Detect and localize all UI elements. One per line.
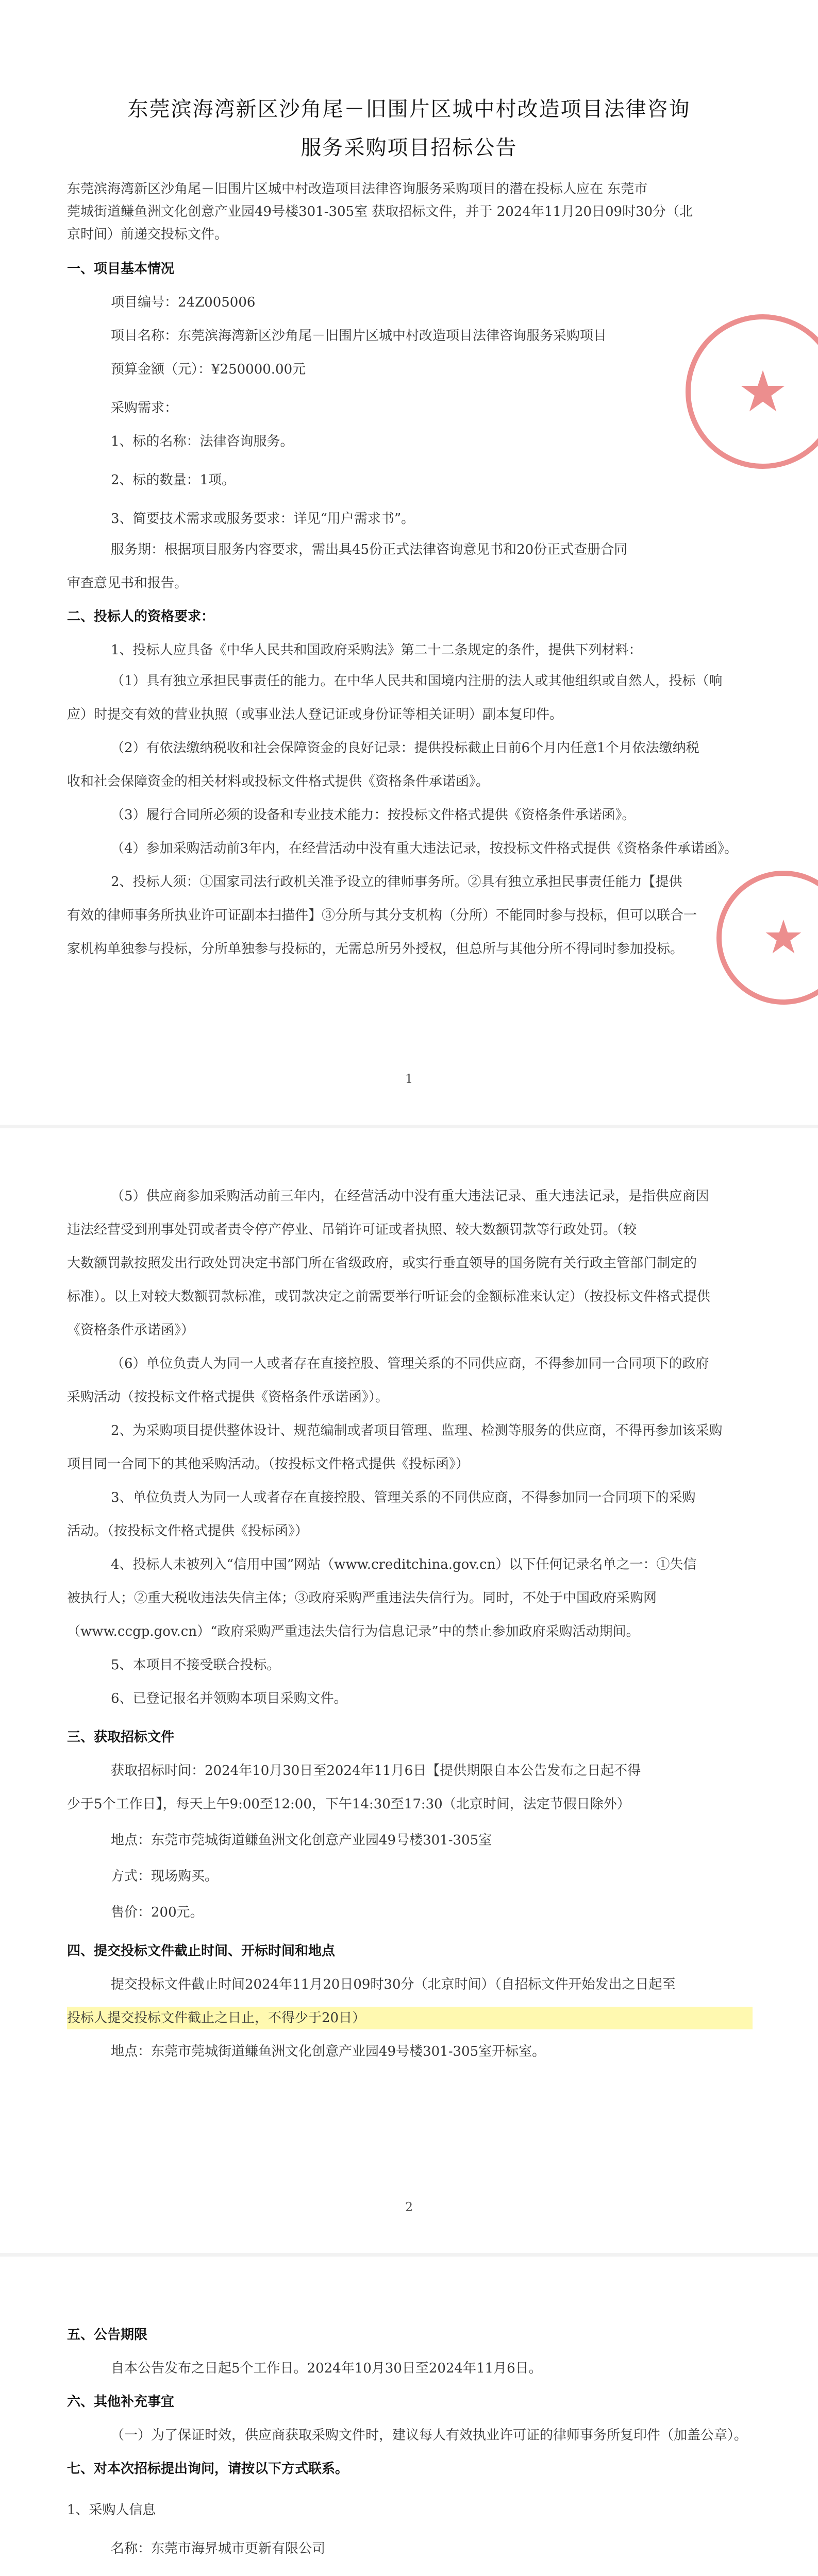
deadline: 提交投标文件截止时间2024年11月20日09时30分（北京时间）（自招标文件开始发出之日起至 <box>111 1977 676 1992</box>
doc-title-line1: 东莞滨海湾新区沙角尾－旧围片区城中村改造项目法律咨询 <box>127 97 691 121</box>
qual-line: （4）参加采购活动前3年内，在经营活动中没有重大违法记录，按投标文件格式提供《资格条件承诺函》。 <box>111 841 738 856</box>
other-matters: （一）为了保证时效，供应商获取采购文件时，建议每人有效执业许可证的律师事务所复印件（加盖公章）。 <box>111 2428 748 2443</box>
section-heading: 六、其他补充事宜 <box>67 2394 175 2410</box>
qual-line: 采购活动（按投标文件格式提供《资格条件承诺函》）。 <box>67 1389 389 1405</box>
intro-line: 东莞滨海湾新区沙角尾－旧围片区城中村改造项目法律咨询服务采购项目的潜在投标人应在 东莞市 <box>67 181 648 197</box>
qual-line: （6）单位负责人为同一人或者存在直接控股、管理关系的不同供应商，不得参加同一合同项下的政府 <box>111 1356 709 1371</box>
company-seal: ★ <box>686 314 818 469</box>
section-heading: 二、投标人的资格要求： <box>67 609 215 624</box>
requirements-label: 采购需求： <box>111 400 178 416</box>
req-item: 1、标的名称：法律咨询服务。 <box>111 434 294 449</box>
section-heading: 三、获取招标文件 <box>67 1730 175 1745</box>
deadline-note: 投标人提交投标文件截止之日止，不得少于20日） <box>67 2007 753 2029</box>
qual-line: （www.ccgp.gov.cn）“政府采购严重违法失信行为信息记录”中的禁止参加政府采购活动期间。 <box>67 1624 640 1639</box>
req-item: 审查意见书和报告。 <box>67 575 188 591</box>
qual-line: 被执行人；②重大税收违法失信主体；③政府采购严重违法失信行为。同时，不处于中国政府采购网 <box>67 1590 657 1606</box>
project-name: 项目名称：东莞滨海湾新区沙角尾－旧围片区城中村改造项目法律咨询服务采购项目 <box>111 328 607 344</box>
company-seal: ★ <box>716 871 818 1005</box>
contact-line: 名称：东莞市海昇城市更新有限公司 <box>111 2541 326 2556</box>
page-3 <box>0 2257 818 2576</box>
obtain-time: 少于5个工作日】，每天上午9:00至12:00，下午14:30至17:30（北京时间，法定节假日除外） <box>67 1797 630 1812</box>
qual-line: 2、投标人须：①国家司法行政机关准予设立的律师事务所。②具有独立承担民事责任能力【提供 <box>111 874 682 890</box>
qual-line: （5）供应商参加采购活动前三年内，在经营活动中没有重大违法记录、重大违法记录，是指供应商因 <box>111 1189 709 1204</box>
qual-line: （1）具有独立承担民事责任的能力。在中华人民共和国境内注册的法人或其他组织或自然人，投标（响 <box>111 673 723 689</box>
obtain-price: 售价：200元。 <box>111 1905 204 1920</box>
qual-line: 标准）。以上对较大数额罚款标准，或罚款决定之前需要举行听证会的金额标准来认定）（按投标文件格式提供 <box>67 1289 711 1304</box>
qual-line: 2、为采购项目提供整体设计、规范编制或者项目管理、监理、检测等服务的供应商，不得再参加该采购 <box>111 1423 723 1438</box>
section-heading: 一、项目基本情况 <box>67 261 175 277</box>
qual-line: 1、投标人应具备《中华人民共和国政府采购法》第二十二条规定的条件，提供下列材料： <box>111 642 642 658</box>
qual-line: 3、单位负责人为同一人或者存在直接控股、管理关系的不同供应商，不得参加同一合同项下的采购 <box>111 1490 696 1505</box>
qual-line: 有效的律师事务所执业许可证副本扫描件】③分所与其分支机构（分所）不能同时参与投标，但可以联合一 <box>67 908 697 923</box>
qual-line: 项目同一合同下的其他采购活动。（按投标文件格式提供《投标函》） <box>67 1456 470 1472</box>
qual-line: 4、投标人未被列入“信用中国”网站（www.creditchina.gov.cn）以下任何记录名单之一：①失信 <box>111 1557 697 1572</box>
obtain-time: 获取招标时间：2024年10月30日至2024年11月6日【提供期限自本公告发布之日起不得 <box>111 1763 641 1778</box>
contact-heading: 1、采购人信息 <box>67 2502 156 2518</box>
intro-line: 莞城街道鳒鱼洲文化创意产业园49号楼301-305室 获取招标文件，并于 2024年11月20日09时30分（北 <box>67 204 693 219</box>
doc-title-line2: 服务采购项目招标公告 <box>301 136 517 160</box>
section-heading: 七、对本次招标提出询问，请按以下方式联系。 <box>67 2461 349 2477</box>
page-number: 1 <box>405 1072 413 1086</box>
page-1 <box>0 0 818 1128</box>
req-item: 3、简要技术需求或服务要求：详见“用户需求书”。 <box>111 511 415 527</box>
obtain-method: 方式：现场购买。 <box>111 1869 219 1884</box>
qual-line: 收和社会保障资金的相关材料或投标文件格式提供《资格条件承诺函》。 <box>67 774 490 789</box>
qual-line: 大数额罚款按照发出行政处罚决定书部门所在省级政府，或实行垂直领导的国务院有关行政主管部门制定的 <box>67 1256 697 1271</box>
qual-line: 《资格条件承诺函》） <box>67 1323 195 1338</box>
qual-line: 违法经营受到刑事处罚或者责令停产停业、吊销许可证或者执照、较大数额罚款等行政处罚。（较 <box>67 1222 637 1238</box>
qual-line: 5、本项目不接受联合投标。 <box>111 1657 280 1673</box>
req-item: 2、标的数量：1项。 <box>111 472 236 488</box>
intro-line: 京时间）前递交投标文件。 <box>67 227 228 242</box>
notice-period: 自本公告发布之日起5个工作日。2024年10月30日至2024年11月6日。 <box>111 2361 542 2376</box>
qual-line: 家机构单独参与投标，分所单独参与投标的，无需总所另外授权，但总所与其他分所不得同时参加投标。 <box>67 941 684 957</box>
section-heading: 五、公告期限 <box>67 2327 148 2343</box>
qual-line: 应）时提交有效的营业执照（或事业法人登记证或身份证等相关证明）副本复印件。 <box>67 707 563 722</box>
page-number: 2 <box>405 2200 413 2214</box>
qual-line: （3）履行合同所必须的设备和专业技术能力：按投标文件格式提供《资格条件承诺函》。 <box>111 807 636 823</box>
page-2 <box>0 1128 818 2257</box>
qual-line: （2）有依法缴纳税收和社会保障资金的良好记录：提供投标截止日前6个月内任意1个月依法缴纳税 <box>111 740 699 756</box>
bid-opening-place: 地点：东莞市莞城街道鳒鱼洲文化创意产业园49号楼301-305室开标室。 <box>111 2044 546 2059</box>
project-number: 项目编号：24Z005006 <box>111 295 256 310</box>
qual-line: 6、已登记报名并领购本项目采购文件。 <box>111 1691 347 1706</box>
qual-line: 活动。（按投标文件格式提供《投标函》） <box>67 1523 309 1539</box>
obtain-place: 地点：东莞市莞城街道鳒鱼洲文化创意产业园49号楼301-305室 <box>111 1833 492 1848</box>
req-item: 服务期：根据项目服务内容要求，需出具45份正式法律咨询意见书和20份正式查册合同 <box>111 542 628 557</box>
budget: 预算金额（元）：¥250000.00元 <box>111 362 306 377</box>
section-heading: 四、提交投标文件截止时间、开标时间和地点 <box>67 1943 336 1959</box>
